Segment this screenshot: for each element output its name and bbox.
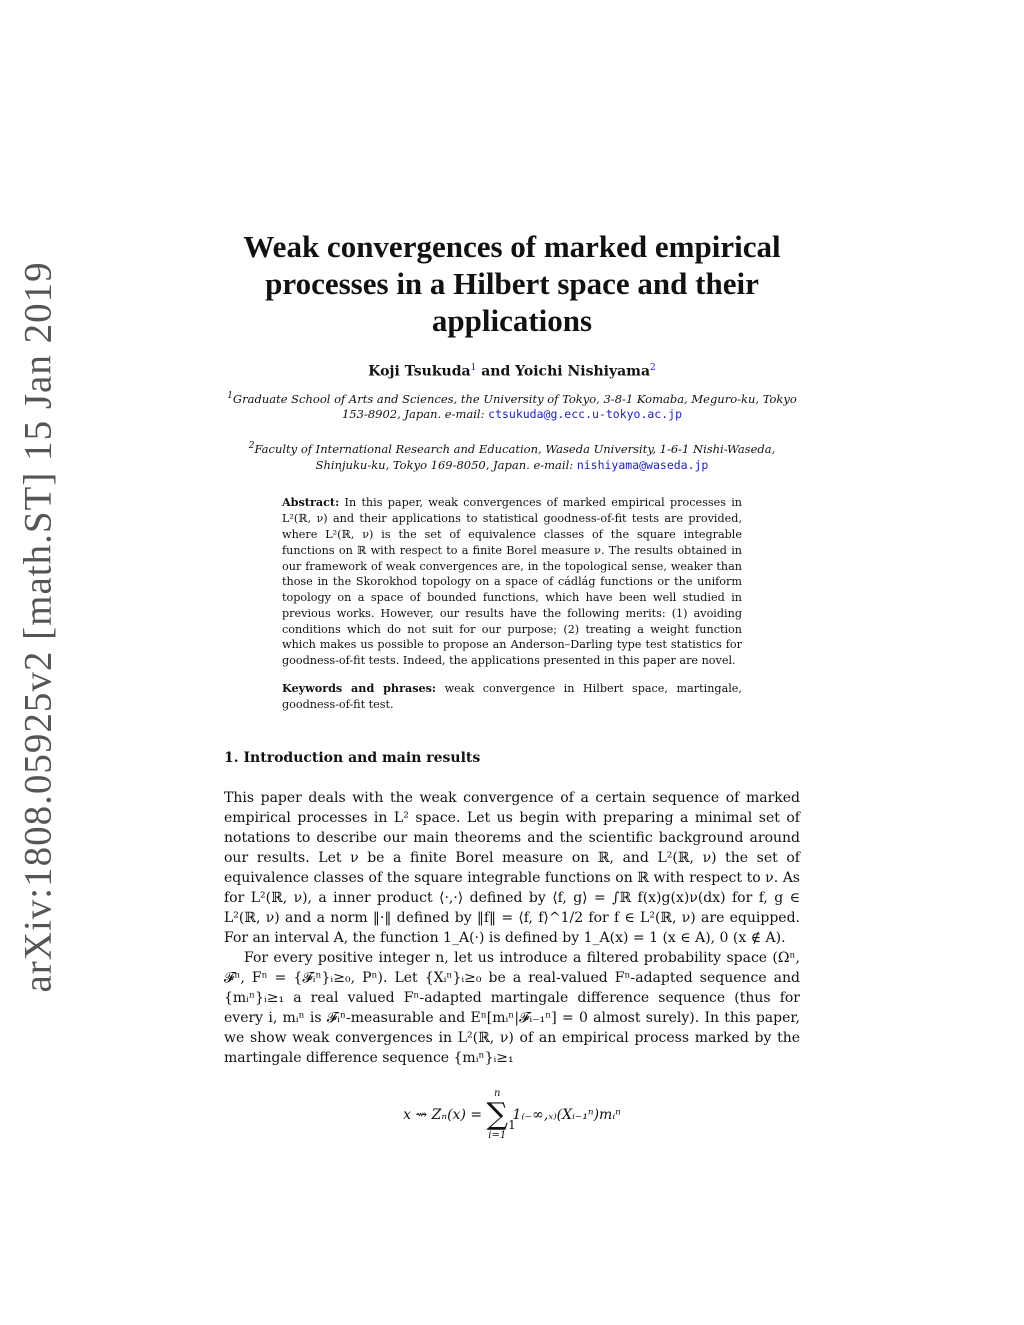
sum-symbol: ∑ bbox=[486, 1096, 508, 1132]
affiliation-1 bbox=[224, 388, 800, 423]
author-2: Yoichi Nishiyama bbox=[515, 363, 651, 380]
section-title: Introduction and main results bbox=[243, 749, 481, 766]
abstract-label: Abstract: bbox=[282, 495, 340, 510]
author-joiner: and bbox=[481, 363, 511, 380]
sum-lower: i=1 bbox=[488, 1129, 507, 1141]
sum-upper: n bbox=[494, 1087, 501, 1099]
abstract bbox=[282, 495, 742, 669]
section-heading bbox=[224, 750, 800, 766]
display-equation bbox=[224, 1088, 800, 1142]
email-link-2[interactable]: nishiyama@waseda.jp bbox=[576, 458, 709, 473]
author-2-mark: 2 bbox=[650, 363, 656, 373]
paragraph-1: This paper deals with the weak convergence of a certain sequence of marked empirical processes in L² space. Let us begin with preparing a minimal set of notations to describe our main theorems and the scientific background around our results. Let ν be a finite Borel measure on ℝ, and L²(ℝ, ν) the set of equivalence classes of the square integrable functions on ℝ with respect to ν. As for L²(ℝ, ν), a inner product ⟨·,·⟩ defined by ⟨f, g⟩ = ∫ℝ f(x)g(x)ν(dx) for f, g ∈ L²(ℝ, ν) and a norm ‖·‖ defined by ‖f‖ = ⟨f, f⟩^1/2 for f ∈ L²(ℝ, ν) are equipped. For an interval A, the function 1_A(·) is defined by 1_A(x) = 1 (x ∈ A), 0 (x ∉ A). bbox=[224, 789, 800, 946]
keywords bbox=[282, 681, 742, 713]
email-link-1[interactable]: ctsukuda@g.ecc.u-tokyo.ac.jp bbox=[488, 407, 683, 422]
affiliation-1-text: Graduate School of Arts and Sciences, the University of Tokyo, 3-8-1 Komaba, Meguro-ku, Tokyo 153-8902, Japan. e-mail: bbox=[232, 391, 797, 422]
abstract-text: In this paper, weak convergences of marked empirical processes in L²(ℝ, ν) and their applications to statistical goodness-of-fit tests are provided, where L²(ℝ, ν) is the set of equivalence classes of the square integrable functions on ℝ with respect to a finite Borel measure ν. The results obtained in our framework of weak convergences are, in the topological sense, weaker than those in the Skorokhod topology on a space of cádlág functions or the uniform topology on a space of bounded functions, which have been well studied in previous works. However, our results have the following merits: (1) avoiding conditions which do not suit for our purpose; (2) treating a weight function which makes us possible to propose an Anderson–Darling type test statistics for goodness-of-fit tests. Indeed, the applications presented in this paper are novel. bbox=[282, 496, 742, 668]
equation-lhs: x ⇝ Zₙ(x) = bbox=[403, 1106, 483, 1123]
section-number: 1. bbox=[224, 749, 239, 766]
author-1-mark: 1 bbox=[470, 363, 477, 373]
paper-title: Weak convergences of marked empirical processes in a Hilbert space and their applications bbox=[243, 229, 781, 338]
arxiv-stamp bbox=[8, 261, 68, 993]
arxiv-stamp-text: arXiv:1808.05925v2 [math.ST] 15 Jan 2019 bbox=[16, 261, 60, 993]
keywords-text: weak convergence in Hilbert space, martingale, goodness-of-fit test. bbox=[282, 682, 742, 711]
affiliation-2 bbox=[224, 438, 800, 473]
author-1: Koji Tsukuda bbox=[368, 363, 471, 380]
affiliation-1-mark: 1 bbox=[227, 390, 233, 401]
page-number: 1 bbox=[508, 1118, 516, 1132]
paper-page bbox=[224, 228, 800, 1142]
affiliation-2-mark: 2 bbox=[248, 441, 255, 452]
author-line bbox=[224, 363, 800, 380]
paragraph-2: For every positive integer n, let us introduce a filtered probability space (Ωⁿ, 𝓕ⁿ, Fⁿ = {𝓕ᵢⁿ}ᵢ≥₀, Pⁿ). Let {Xᵢⁿ}ᵢ≥₀ be a real-valued Fⁿ-adapted sequence and {mᵢⁿ}ᵢ≥₁ a real valued Fⁿ-adapted martingale difference sequence (thus for every i, mᵢⁿ is 𝓕ᵢⁿ-measurable and Eⁿ[mᵢⁿ|𝓕ᵢ₋₁ⁿ] = 0 almost surely). In this paper, we show weak convergences in L²(ℝ, ν) of an empirical process marked by the martingale difference sequence {mᵢⁿ}ᵢ≥₁ bbox=[224, 949, 800, 1066]
summation bbox=[487, 1088, 508, 1142]
affiliation-2-text: Faculty of International Research and Education, Waseda University, 1-6-1 Nishi-Waseda, Shinjuku-ku, Tokyo 169-8050, Japan. e-mail: bbox=[254, 442, 776, 473]
keywords-label: Keywords and phrases: bbox=[282, 681, 437, 696]
body-text bbox=[224, 788, 800, 1068]
equation-rhs: 1₍₋∞,ₓ₎(Xᵢ₋₁ⁿ)mᵢⁿ bbox=[512, 1106, 621, 1123]
